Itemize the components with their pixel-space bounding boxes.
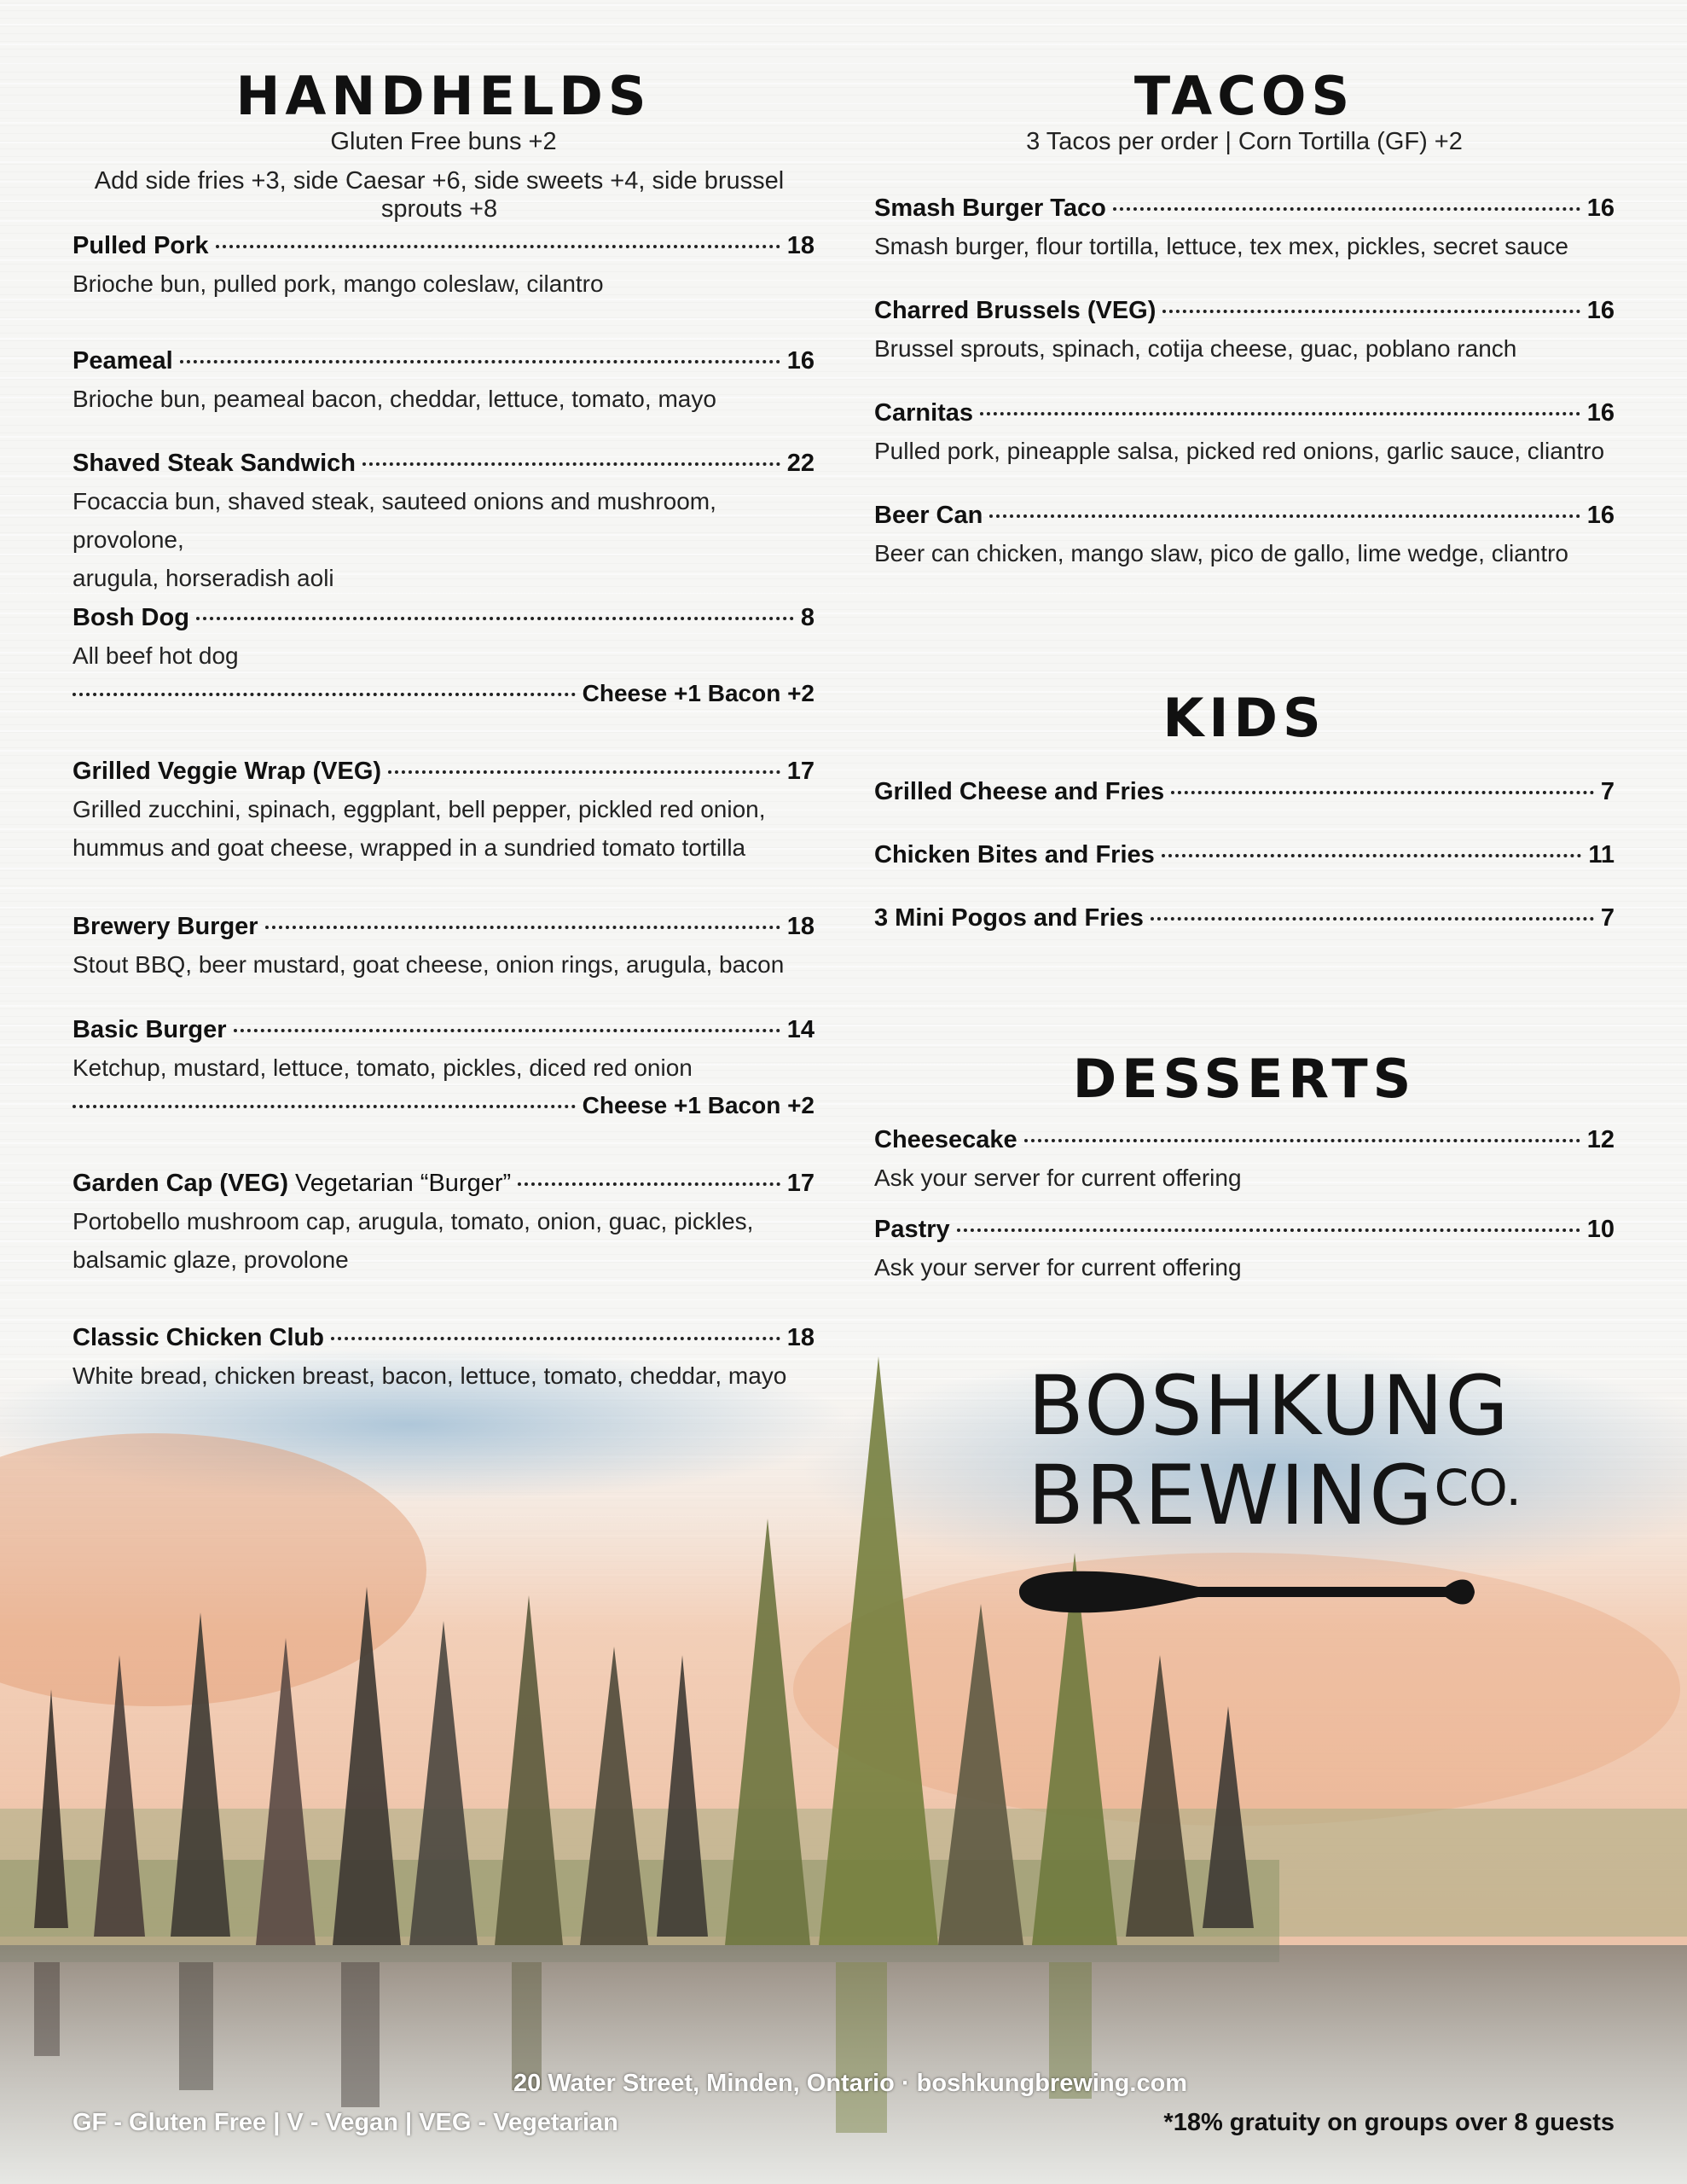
item-price: 17 <box>786 758 815 785</box>
menu-item-cheesecake <box>874 1121 1615 1197</box>
item-price: 16 <box>1586 502 1615 529</box>
item-name: Beer Can <box>874 502 983 529</box>
item-name: Grilled Veggie Wrap (VEG) <box>72 758 382 785</box>
item-price: 8 <box>800 604 815 631</box>
menu-item-pastry <box>874 1211 1615 1287</box>
menu-item-bosh-dog <box>72 599 815 712</box>
item-description: Beer can chicken, mango slaw, pico de gallo, lime wedge, cliantro <box>874 540 1568 566</box>
item-price: 18 <box>786 1324 815 1351</box>
dot-leader <box>980 412 1580 415</box>
item-price: 12 <box>1586 1126 1615 1153</box>
logo-brewing: BREWING <box>1028 1448 1435 1543</box>
dot-leader <box>957 1228 1580 1232</box>
item-name-extra: Vegetarian “Burger” <box>288 1170 512 1197</box>
menu-item-grilled-veggie-wrap <box>72 752 815 867</box>
dot-leader <box>362 462 780 466</box>
item-name: 3 Mini Pogos and Fries <box>874 904 1144 932</box>
item-description: Brioche bun, peameal bacon, cheddar, lettuce, tomato, mayo <box>72 386 716 412</box>
item-description: arugula, horseradish aoli <box>72 565 334 591</box>
item-name: Shaved Steak Sandwich <box>72 450 357 477</box>
dot-leader <box>1162 854 1582 857</box>
item-price: 17 <box>786 1170 815 1197</box>
dot-leader <box>1162 310 1580 313</box>
menu-item-beer-can <box>874 497 1615 572</box>
item-price: 16 <box>1586 399 1615 427</box>
menu-item-classic-chicken-club <box>72 1319 815 1395</box>
item-name-main: Garden Cap (VEG) <box>72 1170 288 1197</box>
item-description: Focaccia bun, shaved steak, sauteed onions and mushroom, provolone, <box>72 488 716 553</box>
dot-leader <box>1151 917 1594 921</box>
tacos-subline: 3 Tacos per order | Corn Tortilla (GF) +2 <box>1026 128 1463 155</box>
tacos-heading: TACOS <box>1133 65 1355 127</box>
footer-dietary-legend: GF - Gluten Free | V - Vegan | VEG - Vegetarian <box>72 2109 618 2136</box>
item-description: Stout BBQ, beer mustard, goat cheese, onion rings, arugula, bacon <box>72 951 785 978</box>
handhelds-subline-sides: Add side fries +3, side Caesar +6, side sweets +4, side brussel sprouts +8 <box>94 167 785 223</box>
item-name: Pulled Pork <box>72 232 209 259</box>
item-description: Pulled pork, pineapple salsa, picked red onions, garlic sauce, cliantro <box>874 438 1605 464</box>
kids-heading: KIDS <box>1162 687 1326 749</box>
menu-item-mini-pogos <box>874 899 1615 937</box>
logo-co: CO. <box>1434 1459 1522 1517</box>
dot-leader <box>1171 791 1594 794</box>
item-price: 7 <box>1600 904 1615 932</box>
menu-item-grilled-cheese <box>874 773 1615 810</box>
logo-line-1: BOSHKUNG <box>1028 1358 1510 1454</box>
handhelds-heading: HANDHELDS <box>235 65 652 127</box>
item-description: Brussel sprouts, spinach, cotija cheese, guac, poblano ranch <box>874 335 1517 362</box>
dot-leader <box>518 1182 780 1186</box>
item-price: 16 <box>786 347 815 375</box>
item-name: Brewery Burger <box>72 913 258 940</box>
dot-leader <box>216 245 780 248</box>
dot-leader <box>72 693 576 696</box>
footer-gratuity-note: *18% gratuity on groups over 8 guests <box>1163 2109 1615 2136</box>
dot-leader <box>1113 207 1580 211</box>
dot-leader <box>72 1105 576 1108</box>
item-price: 16 <box>1586 195 1615 222</box>
item-description: Ask your server for current offering <box>874 1165 1242 1191</box>
dot-leader <box>1024 1139 1580 1142</box>
item-name: Basic Burger <box>72 1016 227 1043</box>
menu-item-charred-brussels <box>874 292 1615 368</box>
paddle-icon <box>1019 1566 1480 1618</box>
footer-address: 20 Water Street, Minden, Ontario · boshkungbrewing.com <box>513 2070 1188 2097</box>
menu-item-garden-cap <box>72 1165 815 1279</box>
menu-item-brewery-burger <box>72 908 815 984</box>
item-name: Chicken Bites and Fries <box>874 841 1155 868</box>
brewery-logo <box>1028 1358 1522 1612</box>
item-description: Ketchup, mustard, lettuce, tomato, pickles, diced red onion <box>72 1054 693 1081</box>
item-name: Bosh Dog <box>72 604 189 631</box>
item-price: 18 <box>786 913 815 940</box>
item-description: Portobello mushroom cap, arugula, tomato, onion, guac, pickles, <box>72 1208 754 1234</box>
dot-leader <box>180 360 780 363</box>
item-price: 22 <box>786 450 815 477</box>
item-extras: Cheese +1 Bacon +2 <box>582 1092 815 1118</box>
item-description: hummus and goat cheese, wrapped in a sundried tomato tortilla <box>72 834 746 861</box>
dot-leader <box>234 1029 780 1032</box>
item-description: Grilled zucchini, spinach, eggplant, bell pepper, pickled red onion, <box>72 796 766 822</box>
item-price: 11 <box>1588 841 1615 868</box>
item-name: Smash Burger Taco <box>874 195 1106 222</box>
item-name <box>72 1165 511 1202</box>
desserts-heading: DESSERTS <box>1072 1048 1417 1110</box>
item-description: Smash burger, flour tortilla, lettuce, tex mex, pickles, secret sauce <box>874 233 1568 259</box>
menu-item-carnitas <box>874 394 1615 470</box>
menu-item-shaved-steak <box>72 444 815 597</box>
dot-leader <box>331 1337 780 1340</box>
logo-line-2 <box>1028 1447 1522 1543</box>
item-name: Grilled Cheese and Fries <box>874 778 1165 805</box>
dot-leader <box>388 770 780 774</box>
item-price: 14 <box>786 1016 815 1043</box>
item-name: Classic Chicken Club <box>72 1324 324 1351</box>
dot-leader <box>196 617 794 620</box>
dot-leader <box>989 514 1580 518</box>
item-price: 16 <box>1586 297 1615 324</box>
handhelds-subline-gf: Gluten Free buns +2 <box>330 128 557 155</box>
item-description: balsamic glaze, provolone <box>72 1246 349 1273</box>
item-price: 18 <box>786 232 815 259</box>
item-name: Pastry <box>874 1216 950 1243</box>
menu-item-chicken-bites <box>874 836 1615 874</box>
item-description: White bread, chicken breast, bacon, lettuce, tomato, cheddar, mayo <box>72 1362 787 1389</box>
menu-item-basic-burger <box>72 1011 815 1124</box>
item-name: Cheesecake <box>874 1126 1017 1153</box>
menu-item-pulled-pork <box>72 227 815 303</box>
item-price: 7 <box>1600 778 1615 805</box>
item-name: Charred Brussels (VEG) <box>874 297 1157 324</box>
menu-item-smash-burger-taco <box>874 189 1615 265</box>
item-description: All beef hot dog <box>72 642 239 669</box>
menu-item-peameal <box>72 342 815 418</box>
item-name: Carnitas <box>874 399 974 427</box>
dot-leader <box>265 926 780 929</box>
item-extras: Cheese +1 Bacon +2 <box>582 680 815 706</box>
item-description: Brioche bun, pulled pork, mango coleslaw, cilantro <box>72 270 604 297</box>
item-price: 10 <box>1586 1216 1615 1243</box>
item-description: Ask your server for current offering <box>874 1254 1242 1281</box>
item-name: Peameal <box>72 347 173 375</box>
